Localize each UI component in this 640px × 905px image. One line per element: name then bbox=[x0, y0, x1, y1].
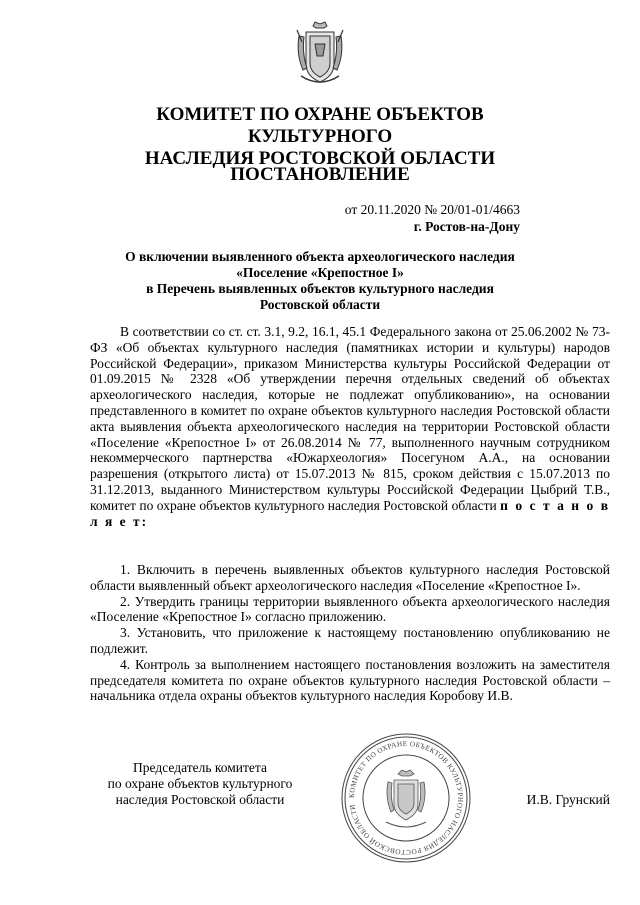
official-seal-stamp bbox=[338, 730, 474, 866]
organization-title-line-2: НАСЛЕДИЯ РОСТОВСКОЙ ОБЛАСТИ bbox=[144, 148, 496, 169]
preamble-text: В соответствии со ст. ст. 3.1, 9.2, 16.1, 45.1 Федерального закона от 25.06.2002 № 73-ФЗ «Об объектах культурного наследия (памятниках истории и культуры) народов Российской Федерации», приказом Министерства культуры Российской Федерации от 01.09.2015 № 2328 «Об утверждении перечня отдельных сведений об объектах археологического наследия, которые не подлежат опубликованию», на основании представленного в комитет по охране объектов культурного наследия Ростовской области акта выявления объекта археологического наследия на территории Ростовской области «Поселение «Крепостное I» от 26.08.2014 № 77, выполненного научным сотрудником некоммерческого партнерства «Южархеология» Посегуном А.А., на основании разрешения (открытого листа) от 15.07.2013 № 815, сроком действия с 15.07.2013 по 31.12.2013, выданного Министерством культуры Российской Федерации Цыбрий Т.В., комитет по охране объектов культурного наследия Ростовской области bbox=[90, 324, 610, 513]
subject-line-2: «Поселение «Крепостное I» bbox=[236, 265, 404, 280]
document-date-number: от 20.11.2020 № 20/01-01/4663 bbox=[344, 202, 520, 217]
document-subject bbox=[100, 249, 540, 313]
subject-line-4: Ростовской области bbox=[259, 297, 381, 312]
signatory-title bbox=[90, 760, 310, 807]
resolution-items bbox=[90, 562, 610, 704]
document-city: г. Ростов-на-Дону bbox=[413, 219, 520, 234]
resolution-item: 1. Включить в перечень выявленных объектов культурного наследия Ростовской области выявленный объект археологического наследия «Поселение «Крепостное I». bbox=[90, 562, 610, 593]
subject-line-1: О включении выявленного объекта археологического наследия bbox=[125, 249, 515, 264]
resolution-item: 4. Контроль за выполнением настоящего постановления возложить на заместителя председателя комитета по охране объектов культурного наследия Ростовской области – начальника отдела охраны объектов культурного наследия Коробову И.В. bbox=[90, 656, 610, 704]
resolution-item: 3. Установить, что приложение к настоящему постановлению опубликованию не подлежит. bbox=[90, 625, 610, 656]
subject-line-3: в Перечень выявленных объектов культурного наследия bbox=[146, 281, 494, 296]
resolution-item: 2. Утвердить границы территории выявленного объекта археологического наследия «Поселение «Крепостное I» согласно приложению. bbox=[90, 593, 610, 625]
organization-title-line-1: КОМИТЕТ ПО ОХРАНЕ ОБЪЕКТОВ КУЛЬТУРНОГО bbox=[156, 104, 484, 147]
resolves-word: п о с т а н о в л я е т: bbox=[90, 497, 610, 529]
seal-text: КОМИТЕТ ПО ОХРАНЕ ОБЪЕКТОВ КУЛЬТУРНОГО НАСЛЕДИЯ РОСТОВСКОЙ ОБЛАСТИ bbox=[347, 739, 465, 857]
preamble-paragraph bbox=[90, 324, 610, 529]
signatory-title-line-2: по охране объектов культурного bbox=[107, 775, 293, 791]
organization-title bbox=[120, 104, 520, 170]
coat-of-arms-emblem bbox=[293, 20, 347, 88]
signatory-title-line-3: наследия Ростовской области bbox=[115, 791, 285, 807]
signatory-title-line-1: Председатель комитета bbox=[133, 760, 267, 775]
document-type-heading: ПОСТАНОВЛЕНИЕ bbox=[230, 164, 410, 185]
signatory-name: И.В. Грунский bbox=[526, 792, 610, 807]
